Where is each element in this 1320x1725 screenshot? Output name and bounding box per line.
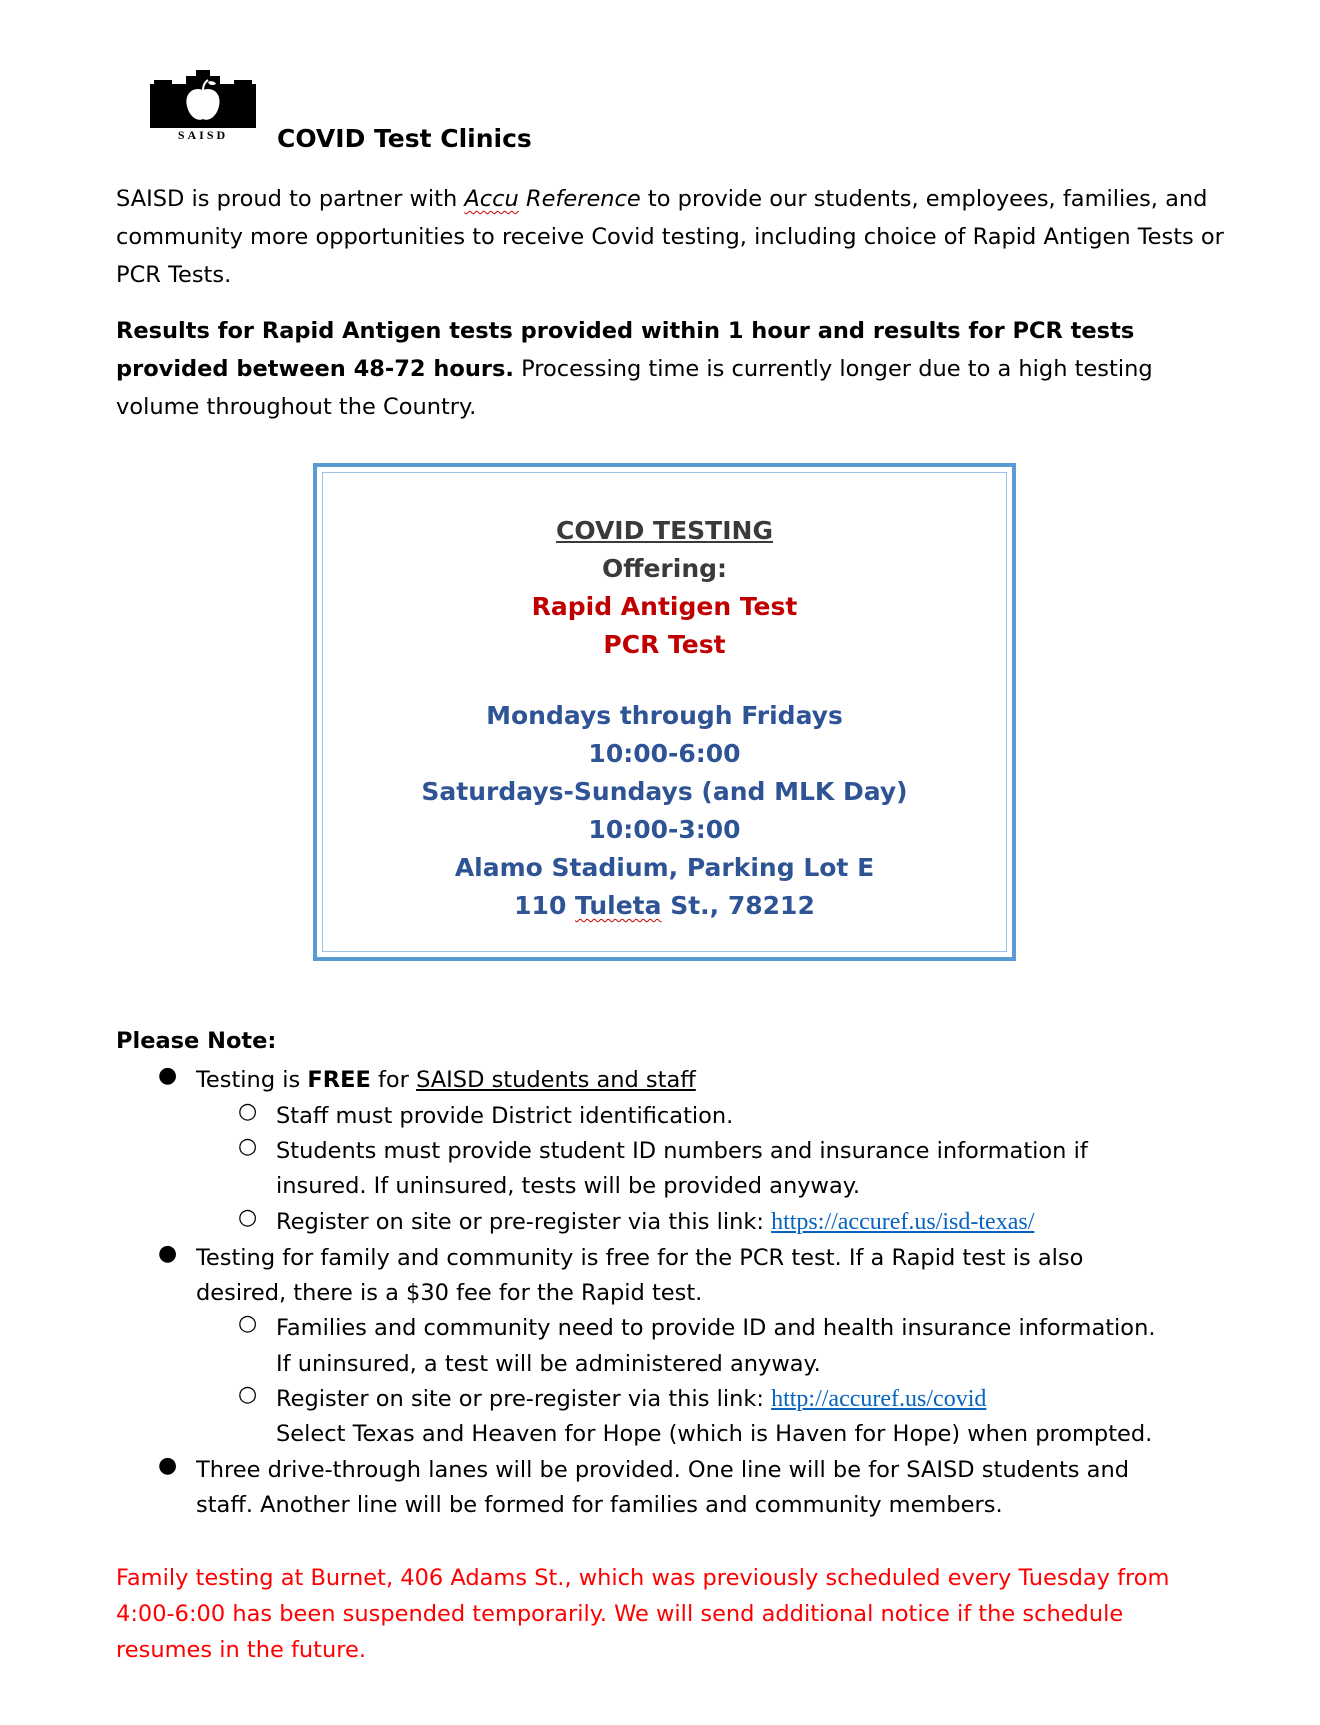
- notes-heading: Please Note:: [116, 1028, 277, 1054]
- logo-text: SAISD: [177, 128, 229, 142]
- page-title: COVID Test Clinics: [277, 124, 532, 153]
- b1-s3-text: Register on site or pre-register via this link:: [276, 1209, 772, 1235]
- results-bold: Results for Rapid Antigen tests provided within 1 hour and results for PCR tests provided between 48-72 hours.: [116, 318, 1135, 382]
- saisd-logo: [150, 70, 256, 142]
- test-pcr: PCR Test: [603, 630, 726, 659]
- results-normal: Processing time is currently longer due to a high testing volume throughout the Country.: [116, 356, 1153, 420]
- weekend-schedule: Saturdays-Sundays (and MLK Day): [421, 777, 908, 806]
- staff-register-link[interactable]: https://accuref.us/isd-texas/: [771, 1209, 1035, 1235]
- testing-info-box: [313, 463, 1016, 961]
- sub-item-continued: If uninsured, a test will be administered anyway.: [276, 1351, 821, 1377]
- spacer: [317, 664, 1012, 697]
- building-apple-icon: [150, 70, 256, 128]
- partner-word1: Accu: [464, 186, 519, 212]
- box-heading: COVID TESTING: [556, 516, 773, 545]
- bullet-icon: ●: [158, 1241, 178, 1266]
- weekend-hours: 10:00-3:00: [588, 815, 741, 844]
- circle-bullet-icon: ○: [238, 1134, 258, 1159]
- address: [317, 887, 1012, 925]
- list-item-continued: desired, there is a $30 fee for the Rapid test.: [196, 1280, 703, 1306]
- bullet-icon: ●: [158, 1063, 178, 1088]
- circle-bullet-icon: ○: [238, 1311, 258, 1336]
- box-content: [317, 512, 1012, 925]
- partner-name: [464, 186, 640, 212]
- sub-item: [276, 1382, 986, 1417]
- suspension-notice: Family testing at Burnet, 406 Adams St., which was previously scheduled every Tuesday from 4:00-6:00 has been suspended temporarily. We will send additional notice if the schedule resumes in the future.: [116, 1565, 1170, 1663]
- address-street: Tuleta: [575, 891, 662, 920]
- list-item: Testing for family and community is free for the PCR test. If a Rapid test is also: [196, 1245, 1084, 1271]
- partner-word2: Reference: [518, 186, 641, 212]
- location: Alamo Stadium, Parking Lot E: [454, 853, 875, 882]
- family-register-link[interactable]: http://accuref.us/covid: [771, 1386, 987, 1412]
- sub-item: [276, 1205, 1034, 1240]
- b2-s2-text: Register on site or pre-register via this link:: [276, 1386, 772, 1412]
- intro-part2: to provide our students, employees, families, and community more opportunities to receive Covid testing, including choice of Rapid Antigen Tests or PCR Tests.: [116, 186, 1224, 288]
- b1-free: FREE: [307, 1067, 371, 1093]
- results-paragraph: [116, 312, 1226, 426]
- circle-bullet-icon: ○: [238, 1382, 258, 1407]
- bullet-icon: ●: [158, 1453, 178, 1478]
- list-item-continued: staff. Another line will be formed for families and community members.: [196, 1492, 1003, 1518]
- list-item: [196, 1063, 696, 1098]
- b1-pre: Testing is: [196, 1067, 308, 1093]
- address-rest: St., 78212: [661, 891, 815, 920]
- b1-under: SAISD students and staff: [416, 1067, 696, 1093]
- intro-part1: SAISD is proud to partner with: [116, 186, 465, 212]
- intro-paragraph: [116, 180, 1226, 294]
- sub-item-continued: insured. If uninsured, tests will be provided anyway.: [276, 1173, 861, 1199]
- circle-bullet-icon: ○: [238, 1099, 258, 1124]
- circle-bullet-icon: ○: [238, 1205, 258, 1230]
- box-offering: Offering:: [601, 554, 728, 583]
- sub-item-continued: Select Texas and Heaven for Hope (which is Haven for Hope) when prompted.: [276, 1421, 1153, 1447]
- sub-item: Staff must provide District identification.: [276, 1103, 734, 1129]
- address-num: 110: [514, 891, 576, 920]
- sub-item: Students must provide student ID numbers and insurance information if: [276, 1138, 1088, 1164]
- weekday-hours: 10:00-6:00: [588, 739, 741, 768]
- weekday-schedule: Mondays through Fridays: [486, 701, 843, 730]
- sub-item: Families and community need to provide ID and health insurance information.: [276, 1315, 1156, 1341]
- test-rapid-antigen: Rapid Antigen Test: [531, 592, 798, 621]
- b1-mid: for: [370, 1067, 417, 1093]
- list-item: Three drive-through lanes will be provided. One line will be for SAISD students and: [196, 1457, 1130, 1483]
